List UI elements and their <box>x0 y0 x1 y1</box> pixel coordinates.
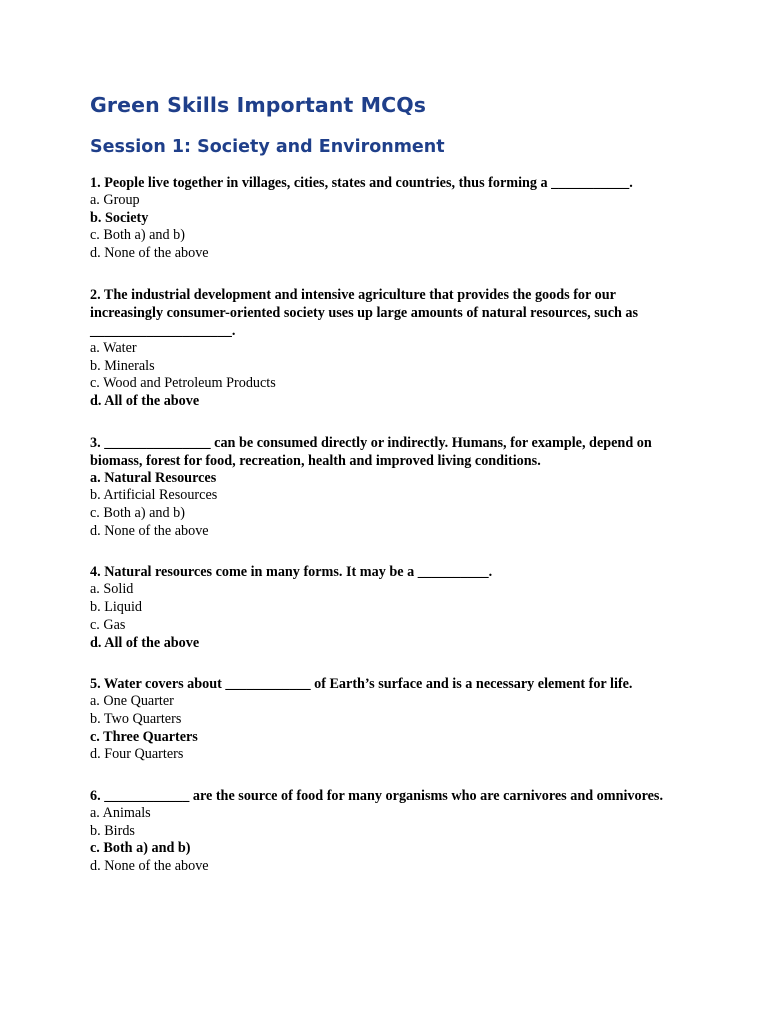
option-b: b. Two Quarters <box>90 710 182 727</box>
option-a: a. Animals <box>90 805 151 822</box>
question-6 <box>90 787 680 876</box>
option-d: d. None of the above <box>90 522 209 539</box>
option-d-correct: d. All of the above <box>90 634 200 651</box>
option-a: a. Group <box>90 192 140 208</box>
option-b: b. Liquid <box>90 599 143 616</box>
option-c: c. Wood and Petroleum Products <box>90 375 276 392</box>
option-d: d. Four Quarters <box>90 746 184 763</box>
question-text: 4. Natural resources come in many forms. It may be a __________. <box>90 564 493 581</box>
question-text: 6. ____________ are the source of food for many organisms who are carnivores and omnivores. <box>90 788 663 805</box>
option-a: a. Water <box>90 339 137 356</box>
option-b-correct: b. Society <box>90 209 149 226</box>
option-c: c. Both a) and b) <box>90 227 185 244</box>
question-1 <box>90 174 680 263</box>
question-list <box>90 174 680 876</box>
document-title: Green Skills Important MCQs <box>90 93 427 117</box>
question-text: 2. The industrial development and intensive agriculture that provides the goods for our increasingly consumer-oriented society uses up large amounts of natural resources, such as ____________________. <box>90 286 639 339</box>
option-c: c. Gas <box>90 616 126 633</box>
option-a: a. Solid <box>90 581 134 598</box>
option-c-correct: c. Both a) and b) <box>90 840 191 857</box>
option-c-correct: c. Three Quarters <box>90 728 198 745</box>
option-b: b. Minerals <box>90 357 155 374</box>
question-4 <box>90 563 680 652</box>
option-c: c. Both a) and b) <box>90 505 185 522</box>
session-title: Session 1: Society and Environment <box>90 137 445 157</box>
option-d: d. None of the above <box>90 858 209 875</box>
option-a: a. One Quarter <box>90 693 174 710</box>
option-d-correct: d. All of the above <box>90 392 200 409</box>
question-3 <box>90 434 680 541</box>
question-2 <box>90 286 680 411</box>
question-5 <box>90 675 680 764</box>
option-a-correct: a. Natural Resources <box>90 469 217 486</box>
question-text: 5. Water covers about ____________ of Earth’s surface and is a necessary element for life. <box>90 676 633 693</box>
option-b: b. Artificial Resources <box>90 487 218 504</box>
question-text: 1. People live together in villages, cities, states and countries, thus forming a ___________. <box>90 175 633 191</box>
option-d: d. None of the above <box>90 245 209 262</box>
question-text: 3. _______________ can be consumed directly or indirectly. Humans, for example, depend on biomass, forest for food, recreation, health and improved living conditions. <box>90 434 652 469</box>
document-page <box>90 90 680 899</box>
option-b: b. Birds <box>90 822 135 839</box>
